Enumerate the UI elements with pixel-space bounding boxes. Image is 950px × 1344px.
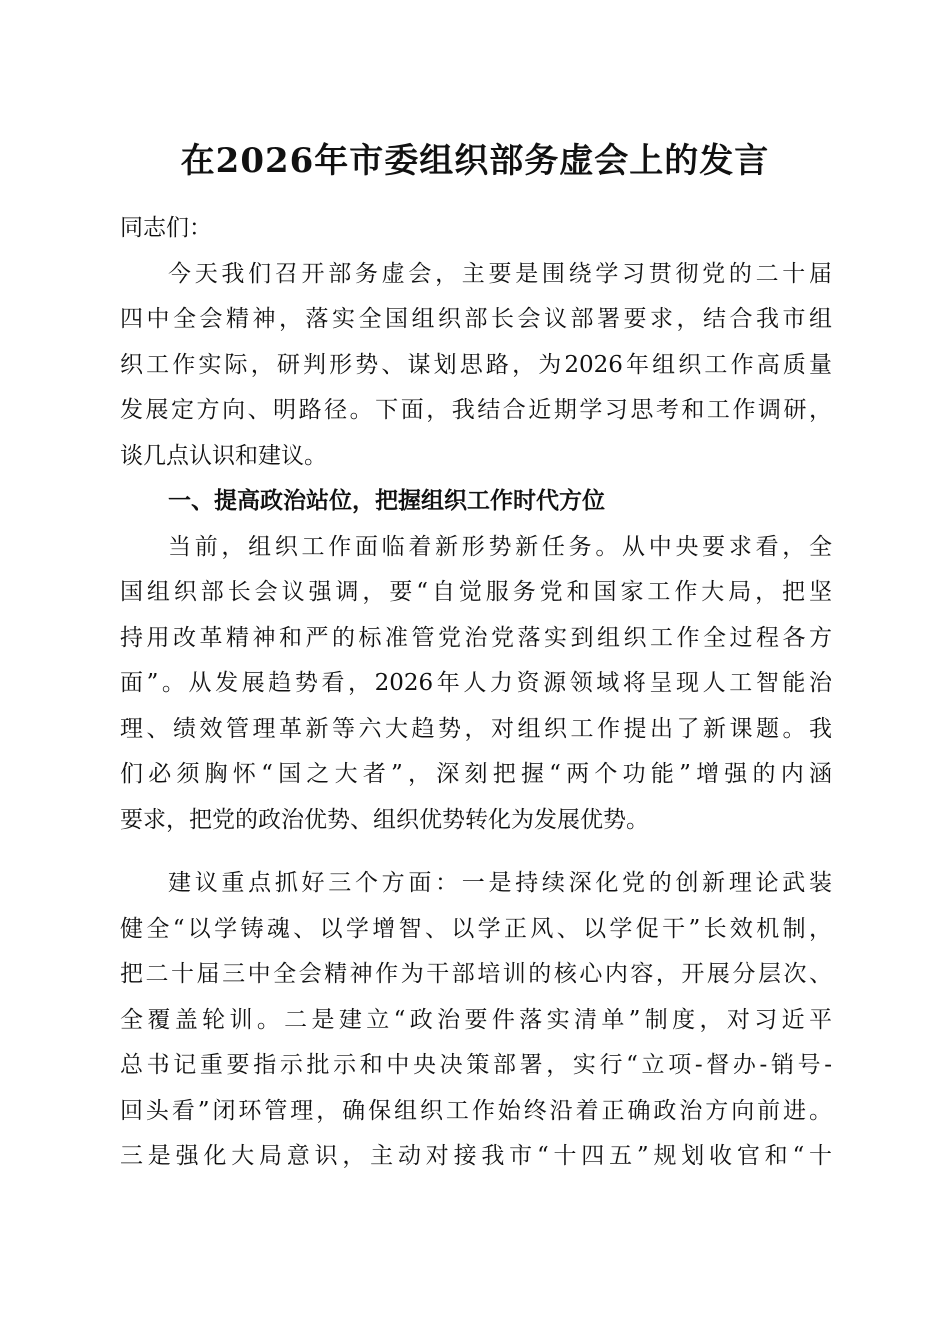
paragraph-line: 谈几点认识和建议。	[120, 442, 327, 469]
paragraph-line: 理、绩效管理革新等六大趋势，对组织工作提出了新课题。我	[120, 715, 832, 742]
paragraph-line: 今天我们召开部务虚会，主要是围绕学习贯彻党的二十届	[168, 260, 832, 287]
paragraph-1	[120, 252, 832, 480]
paragraph-line: 面”。从发展趋势看，2026年人力资源领域将呈现人工智能治	[120, 670, 832, 696]
paragraph-line: 发展定方向、明路径。下面，我结合近期学习思考和工作调研，	[120, 397, 832, 423]
paragraph-gap	[120, 843, 832, 861]
paragraph-line: 织工作实际，研判形势、谋划思路，为2026年组织工作高质量	[120, 351, 832, 378]
paragraph-line: 把二十届三中全会精神作为干部培训的核心内容，开展分层次、	[120, 961, 832, 987]
section-heading-1: 一、提高政治站位，把握组织工作时代方位	[168, 488, 605, 514]
paragraph-line: 要求，把党的政治优势、组织优势转化为发展优势。	[120, 806, 649, 833]
paragraph-line: 三是强化大局意识，主动对接我市“十四五”规划收官和“十	[120, 1143, 832, 1169]
salutation: 同志们：	[120, 215, 212, 241]
document-title: 在2026年市委组织部务虚会上的发言	[180, 141, 770, 181]
paragraph-line: 回头看”闭环管理，确保组织工作始终沿着正确政治方向前进。	[120, 1097, 832, 1124]
paragraph-line: 持用改革精神和严的标准管党治党落实到组织工作全过程各方	[120, 624, 832, 651]
paragraph-line: 建议重点抓好三个方面：一是持续深化党的创新理论武装	[168, 870, 832, 896]
paragraph-line: 四中全会精神，落实全国组织部长会议部署要求，结合我市组	[120, 306, 832, 332]
paragraph-line: 健全“以学铸魂、以学增智、以学正风、以学促干”长效机制，	[120, 915, 832, 942]
paragraph-3	[120, 861, 832, 1180]
paragraph-2	[120, 525, 832, 844]
paragraph-line: 们必须胸怀“国之大者”，深刻把握“两个功能”增强的内涵	[120, 761, 832, 787]
paragraph-line: 国组织部长会议强调，要“自觉服务党和国家工作大局，把坚	[120, 579, 832, 605]
paragraph-line: 全覆盖轮训。二是建立“政治要件落实清单”制度，对习近平	[120, 1006, 832, 1033]
paragraph-line: 总书记重要指示批示和中央决策部署，实行“立项-督办-销号-	[120, 1052, 832, 1078]
document-body	[120, 206, 832, 1180]
paragraph-line: 当前，组织工作面临着新形势新任务。从中央要求看，全	[168, 533, 832, 560]
